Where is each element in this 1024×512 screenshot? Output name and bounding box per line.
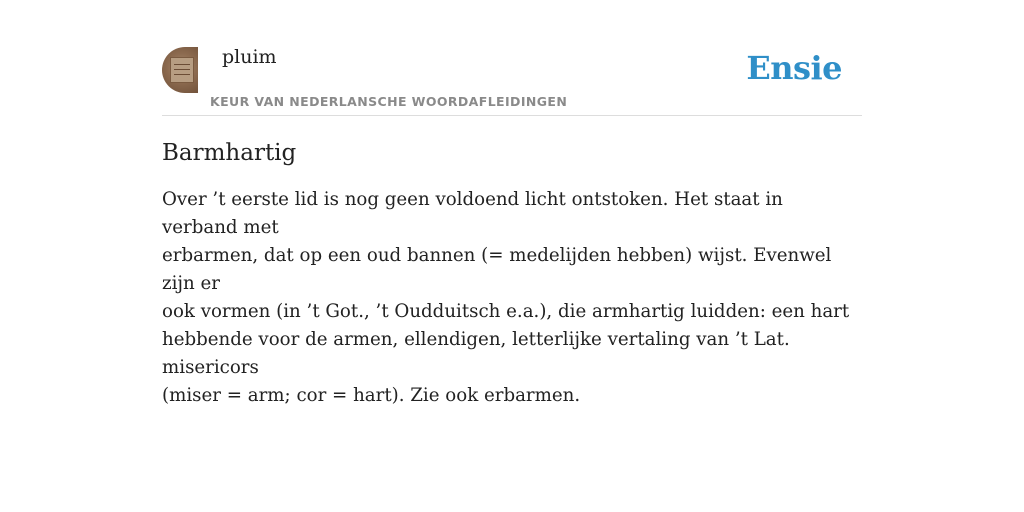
entry-header [162, 44, 862, 116]
avatar-detail [174, 69, 190, 70]
description-line: erbarmen, dat op een oud bannen (= medelijden hebben) wijst. Evenwel zijn er [162, 245, 832, 294]
source-link[interactable]: KEUR VAN NEDERLANSCHE WOORDAFLEIDINGEN [210, 94, 568, 109]
avatar-detail [174, 64, 190, 65]
ensie-logo[interactable]: Ensie [746, 49, 842, 87]
description-line: hebbende voor de armen, ellendigen, letterlijke vertaling van ’t Lat. misericors [162, 329, 790, 378]
entry-card [162, 44, 862, 410]
description-line: (miser = arm; cor = hart). Zie ook erbarmen. [162, 385, 581, 406]
avatar-image [170, 57, 194, 83]
avatar-detail [174, 74, 190, 75]
description-line: Over ’t eerste lid is nog geen voldoend licht ontstoken. Het staat in verband met [162, 189, 783, 238]
description-line: ook vormen (in ’t Got., ’t Oudduitsch e.a.), die armhartig luidden: een hart [162, 301, 850, 322]
entry-description [162, 186, 862, 410]
avatar[interactable] [162, 47, 198, 93]
entry-title: Barmhartig [162, 140, 297, 166]
user-name-link[interactable]: pluim [222, 46, 277, 68]
